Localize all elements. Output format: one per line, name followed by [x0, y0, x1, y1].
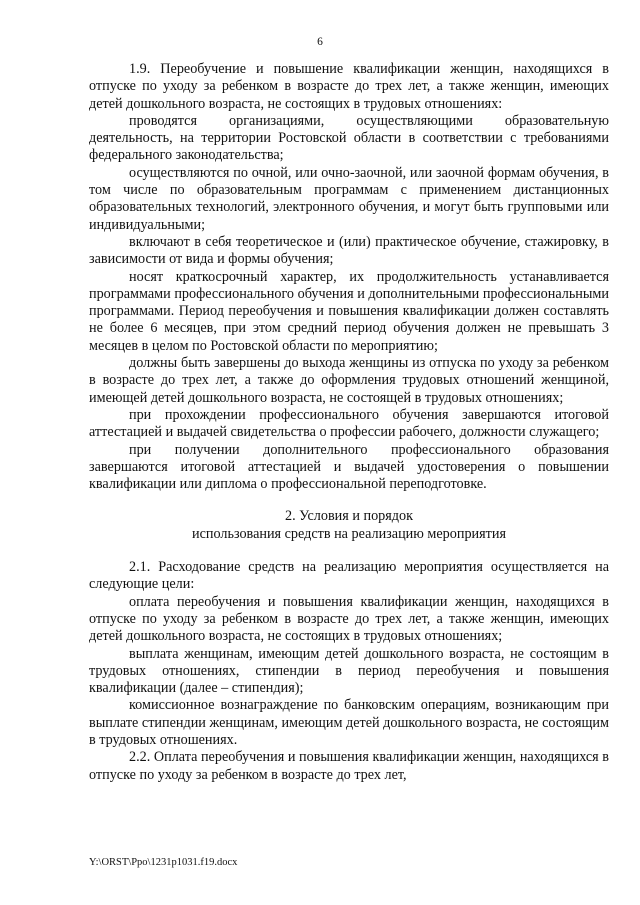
list-item-duration: носят краткосрочный характер, их продолжительность устанавливается программами профессионального обучения и дополнительными профессиональными программами. Период переобучения и повышения квалификации должен составлять не более 6 месяцев, при этом средний период обучения должен не превышать 3 месяцев в целом по Ростовской области по мероприятию;: [89, 268, 609, 354]
list-item-stipend: выплата женщинам, имеющим детей дошкольного возраста, не состоящим в трудовых отношениях, стипендии в период переобучения и повышения квалификации (далее – стипендия);: [89, 645, 609, 697]
document-body: [89, 61, 609, 784]
list-item-completion: должны быть завершены до выхода женщины из отпуска по уходу за ребенком в возрасте до трех лет, а также до оформления трудовых отношений женщиной, имеющей детей дошкольного возраста, не состоящей в трудовых отношениях;: [89, 355, 609, 406]
list-item-payment: оплата переобучения и повышения квалификации женщин, находящихся в отпуске по уходу за ребенком в возрасте до трех лет, а также женщин, имеющих детей дошкольного возраста, не состоящих в трудовых отношениях;: [89, 593, 609, 645]
footer-file-path: Y:\ORST\Ppo\1231p1031.f19.docx: [89, 857, 238, 868]
paragraph-2-1: 2.1. Расходование средств на реализацию мероприятия осуществляется на следующие цели:: [89, 559, 609, 593]
list-item-forms: осуществляются по очной, или очно-заочной, или заочной формам обучения, в том числе по образовательным программам с применением дистанционных образовательных технологий, электронного обучения, и могут быть групповыми или индивидуальными;: [89, 164, 609, 233]
section-heading-line-1: 2. Условия и порядок: [284, 508, 413, 525]
paragraph-2-2: 2.2. Оплата переобучения и повышения квалификации женщин, находящихся в отпуске по уходу за ребенком в возрасте до трех лет,: [89, 749, 609, 783]
list-item-vocational-certificate: при прохождении профессионального обучения завершаются итоговой аттестацией и выдачей свидетельства о профессии рабочего, должности служащего;: [89, 406, 609, 441]
section-heading-line-2: использования средств на реализацию мероприятия: [192, 525, 506, 542]
list-item-commission: комиссионное вознаграждение по банковским операциям, возникающим при выплате стипендии женщинам, имеющим детей дошкольного возраста, не состоящим в трудовых отношениях.: [89, 697, 609, 748]
page-number: 6: [317, 36, 323, 48]
paragraph-1-9: 1.9. Переобучение и повышение квалификации женщин, находящихся в отпуске по уходу за ребенком в возрасте до трех лет, а также женщин, имеющих детей дошкольного возраста, не состоящих в трудовых отношениях:: [89, 61, 609, 112]
list-item-conducted: проводятся организациями, осуществляющими образовательную деятельность, на территории Ростовской области в соответствии с требованиями федерального законодательства;: [89, 112, 609, 164]
list-item-additional-education: при получении дополнительного профессионального образования завершаются итоговой аттестацией и выдачей удостоверения о повышении квалификации или диплома о профессиональной переподготовке.: [89, 441, 609, 493]
list-item-includes: включают в себя теоретическое и (или) практическое обучение, стажировку, в зависимости от вида и формы обучения;: [89, 233, 609, 268]
